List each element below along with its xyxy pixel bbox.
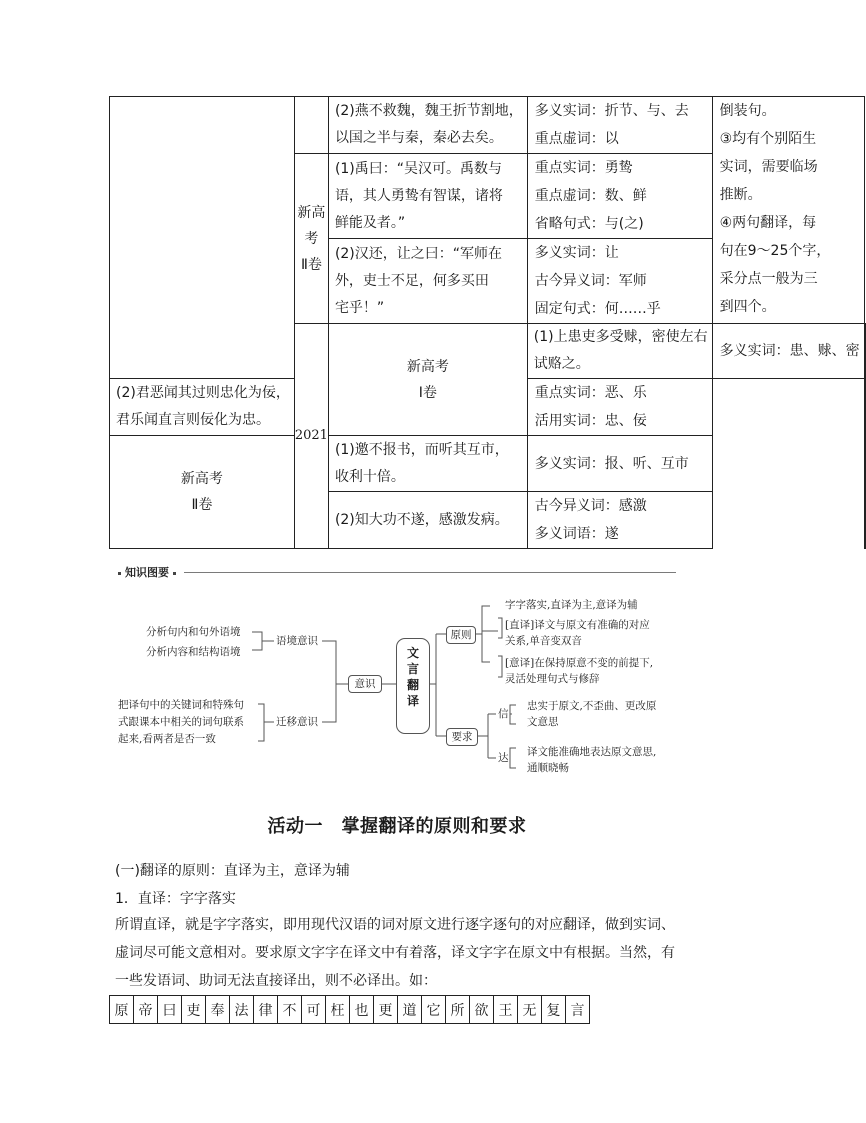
notes-cell-empty — [864, 324, 865, 549]
center-char: 翻 — [406, 678, 419, 692]
sentence-line: 试赂之。 — [533, 356, 590, 372]
point-line: 固定句式：何……乎 — [534, 301, 661, 317]
transfer-text-line: 式跟课本中相关的词句联系 — [118, 716, 244, 728]
center-node — [396, 638, 430, 734]
fluency-node: 达 — [498, 752, 509, 764]
center-char: 言 — [406, 662, 419, 676]
sentence-line: 鲜能及者。” — [334, 214, 406, 231]
point-line: 省略句式：与(之) — [534, 216, 644, 232]
note-line: 句在9～25个字， — [719, 243, 831, 259]
awareness-node: 意识 — [348, 675, 382, 693]
character-cell: 它 — [422, 996, 446, 1024]
character-cell: 可 — [302, 996, 326, 1024]
faithfulness-node: 信 — [498, 708, 509, 720]
point-line: 活用实词：忠、佞 — [534, 413, 647, 429]
subheading: (一)翻译的原则：直译为主，意译为辅 — [115, 863, 350, 879]
character-cell: 吏 — [182, 996, 206, 1024]
point-line: 多义词语：遂 — [534, 526, 619, 542]
character-cell: 所 — [446, 996, 470, 1024]
fluency-text: 译文能准确地表达原文意思, — [527, 746, 657, 758]
sentence-line: (2)燕不救魏，魏王折节割地， — [334, 103, 523, 119]
principle-item: [意译]在保持原意不变的前提下, — [505, 657, 654, 669]
fluency-text: 通顺晓畅 — [527, 762, 569, 774]
principle-node: 原则 — [446, 626, 476, 644]
principle-item: 关系,单音变双音 — [505, 635, 582, 647]
principle-item: 灵活处理句式与修辞 — [505, 673, 600, 685]
point-line: 古今异义词：军师 — [534, 273, 647, 289]
paper-label: Ⅱ卷 — [300, 256, 322, 273]
sentence-line: 君乐闻直言则佞化为忠。 — [116, 412, 270, 428]
character-cell: 无 — [518, 996, 542, 1024]
transfer-text-line: 起来,看两者是否一致 — [118, 733, 216, 745]
note-line: 倒装句。 — [719, 103, 776, 119]
point-line: 多义实词：让 — [534, 245, 619, 261]
character-grid — [109, 995, 590, 1024]
body-line: 一些发语词、助词无法直接译出，则不必译出。如： — [115, 973, 437, 989]
point-line: 多义实词：报、听、互市 — [534, 455, 689, 472]
character-cell: 欲 — [470, 996, 494, 1024]
point-line: 古今异义词：感激 — [534, 498, 647, 514]
center-char: 文 — [406, 646, 419, 660]
sentence-line: (2)汉还，让之曰：“军师在 — [334, 245, 503, 262]
sentence-line: (2)君恶闻其过则忠化为佞， — [116, 385, 290, 401]
activity-title: 活动一 掌握翻译的原则和要求 — [267, 816, 527, 837]
paper-label: 新高考 — [180, 471, 223, 487]
point-line: 重点虚词：数、鲜 — [534, 188, 647, 204]
center-char: 译 — [406, 694, 419, 708]
character-cell: 原 — [110, 996, 134, 1024]
character-cell: 律 — [254, 996, 278, 1024]
faithfulness-text: 文意思 — [527, 716, 559, 728]
sentence-line: (1)禹曰：“吴汉可。禹数与 — [334, 160, 503, 177]
principle-item: [直译]译文与原文有准确的对应 — [505, 619, 650, 631]
sentence-line: (1)邀不报书，而听其互市， — [334, 441, 509, 458]
body-line: 所谓直译，就是字字落实，即用现代汉语的词对原文进行逐字逐句的对应翻译，做到实词、 — [115, 917, 675, 933]
point-line: 重点实词：恶、乐 — [534, 385, 647, 401]
point-line: 重点虚词：以 — [534, 131, 619, 147]
transfer-text-line: 把译句中的关键词和特殊句 — [118, 699, 244, 711]
requirement-node: 要求 — [446, 728, 478, 746]
character-cell: 也 — [350, 996, 374, 1024]
note-line: 实词，需要临场 — [719, 159, 818, 175]
character-cell: 曰 — [158, 996, 182, 1024]
note-line: 采分点一般为三 — [719, 271, 818, 287]
note-line: 到四个。 — [719, 299, 776, 315]
note-line: ④两句翻译，每 — [719, 215, 817, 231]
character-row — [110, 996, 590, 1024]
sentence-line: 以国之半与秦，秦必去矣。 — [334, 130, 503, 146]
character-cell: 言 — [566, 996, 590, 1024]
point-line: 重点实词：勇鸷 — [534, 160, 633, 176]
sentence-line: 语，其人勇鸷有智谋，诸将 — [334, 187, 503, 204]
sentence-line: (1)上患吏多受赇，密使左右 — [533, 329, 708, 345]
sentence-line: 外，吏士不足，何多买田 — [334, 272, 489, 289]
character-cell: 枉 — [326, 996, 350, 1024]
paper-label: 新高考 — [297, 204, 326, 247]
context-awareness-node: 语境意识 — [276, 635, 318, 647]
character-cell: 更 — [374, 996, 398, 1024]
character-cell: 奉 — [206, 996, 230, 1024]
character-cell: 法 — [230, 996, 254, 1024]
point-line: 多义实词：折节、与、去 — [534, 103, 689, 119]
context-item: 分析句内和句外语境 — [146, 626, 241, 638]
body-line: 虚词尽可能文意相对。要求原文字字在译文中有着落，译文字字在原文中有根据。当然，有 — [115, 945, 675, 961]
paper-label: Ⅰ卷 — [418, 384, 437, 401]
note-line: ③均有个别陌生 — [719, 131, 817, 147]
paper-label: Ⅱ卷 — [191, 497, 213, 513]
character-cell: 复 — [542, 996, 566, 1024]
section-heading-text: 知识图要 — [125, 566, 169, 579]
paper-label: 新高考 — [406, 358, 449, 375]
character-cell: 王 — [494, 996, 518, 1024]
character-cell: 道 — [398, 996, 422, 1024]
sentence-line: (2)知大功不遂，感激发病。 — [334, 511, 509, 528]
transfer-awareness-node: 迁移意识 — [276, 716, 318, 728]
context-item: 分析内容和结构语境 — [146, 646, 241, 658]
year-cell: 2021 — [294, 324, 328, 549]
point-heading: 1．直译：字字落实 — [115, 891, 236, 907]
sentence-line: 收利十倍。 — [334, 468, 405, 485]
point-line: 多义实词：患、赇、密 — [719, 343, 860, 359]
sentence-line: 宅乎！” — [334, 299, 385, 316]
character-cell: 帝 — [134, 996, 158, 1024]
character-cell: 不 — [278, 996, 302, 1024]
note-line: 推断。 — [719, 187, 762, 203]
principle-item: 字字落实,直译为主,意译为辅 — [505, 599, 638, 611]
faithfulness-text: 忠实于原文,不歪曲、更改原 — [527, 700, 657, 712]
